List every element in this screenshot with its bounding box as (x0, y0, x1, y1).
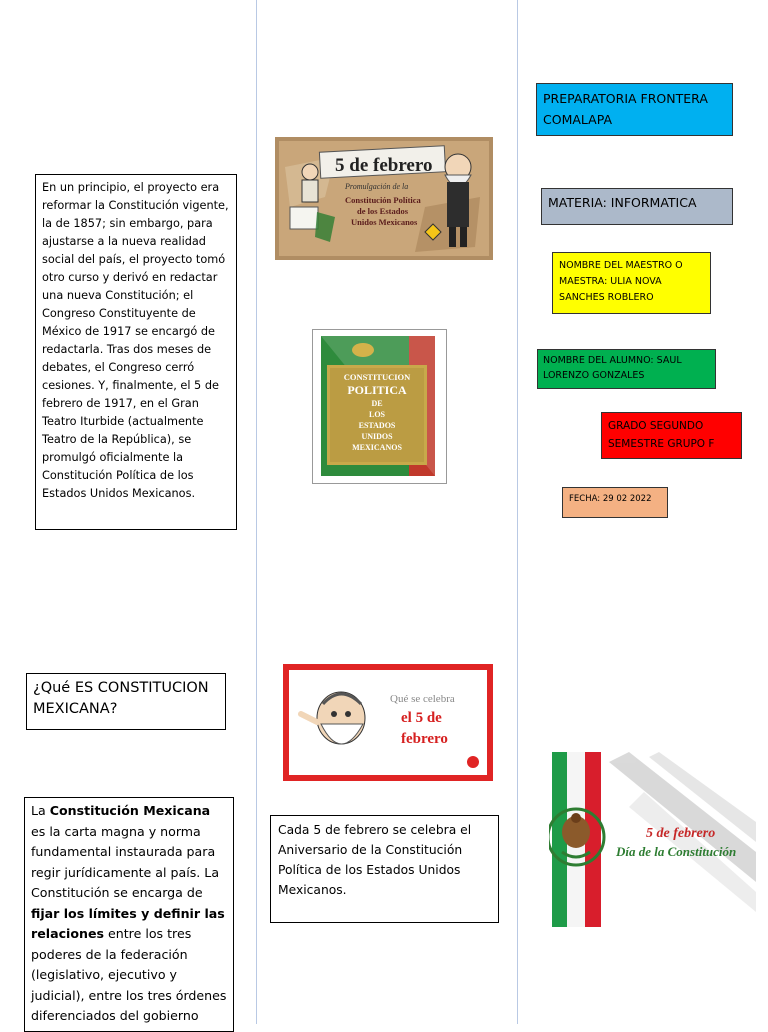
flag-card-image (549, 752, 756, 927)
book-title-line: UNIDOS (361, 432, 393, 441)
banner-line-2: de los Estados (357, 206, 409, 216)
subject-name: MATERIA: INFORMATICA (548, 195, 697, 210)
celebration-text: Cada 5 de febrero se celebra el Aniversario de la Constitución Política de los Estados Unidos Mexicanos. (278, 823, 472, 897)
banner-subtitle: Promulgación de la (345, 182, 409, 191)
book-title-line: LOS (368, 410, 386, 419)
question-heading: ¿Qué ES CONSTITUCION MEXICANA? (33, 680, 209, 717)
grade-text: GRADO SEGUNDO SEMESTRE GRUPO F (608, 420, 715, 450)
date-label (562, 487, 668, 518)
definition-text-part: La (31, 803, 50, 818)
definition-text-part: entre los tres poderes de la federación (legislativo, ejecutivo y judicial), entre los tres órdenes diferenciados del gobierno (31, 926, 227, 1023)
book-title-line: DE (371, 399, 383, 408)
banner-image (275, 137, 493, 260)
subject-label (541, 188, 733, 225)
student-label (537, 349, 716, 389)
celebrate-card-image (283, 664, 493, 781)
school-name: PREPARATORIA FRONTERA COMALAPA (543, 91, 708, 127)
date-text: FECHA: 29 02 2022 (569, 494, 652, 504)
celebrate-line-1: el 5 de (401, 710, 442, 726)
celebration-text-box (270, 815, 499, 923)
celebrate-line-2: febrero (401, 731, 448, 747)
banner-line-3: Unidos Mexicanos (351, 217, 418, 227)
school-label (536, 83, 733, 136)
definition-bold-phrase: fijar los límites y definir las relaciones (31, 905, 225, 941)
book-title-line: MEXICANOS (352, 443, 402, 452)
student-name: NOMBRE DEL ALUMNO: SAUL LORENZO GONZALES (543, 355, 682, 381)
banner-line-1: Constitución Política (345, 195, 421, 205)
eagle-emblem-icon (352, 343, 374, 357)
banner-day-text: 5 de febrero (335, 155, 433, 176)
celebrate-question: Qué se celebra (390, 693, 455, 705)
logo-icon (467, 756, 479, 768)
teacher-name: NOMBRE DEL MAESTRO O MAESTRA: ULIA NOVA SANCHES ROBLERO (559, 260, 683, 303)
book-title-line: POLITICA (347, 383, 407, 397)
teacher-label (552, 252, 711, 314)
constitution-book-image (312, 329, 447, 484)
flag-card-line-2: Día de la Constitución (616, 844, 737, 859)
fold-line-left (256, 0, 257, 1024)
definition-bold-term: Constitución Mexicana (49, 803, 211, 818)
fold-line-right (517, 0, 518, 1024)
history-text-box (35, 174, 237, 530)
history-text: En un principio, el proyecto era reformar la Constitución vigente, la de 1857; sin embargo, para ajustarse a la nueva realidad social del país, el proyecto tomó otro curso y derivó en redactar una nueva Constitución; el Congreso Constituyente de México de 1917 se encargó de redactarla. Tras dos meses de debates, el Congreso cerró cesiones. Y, finalmente, el 5 de febrero de 1917, en el Gran Teatro Iturbide (actualmente Teatro de la República), se promulgó oficialmente la Constitución Política de los Estados Unidos Mexicanos. (42, 181, 229, 500)
grade-label (601, 412, 742, 459)
definition-text-part: es la carta magna y norma fundamental instaurada para regir jurídicamente al país. La Constitución se encarga de (31, 823, 220, 900)
book-title-line: CONSTITUCION (343, 372, 411, 382)
book-title-line: ESTADOS (358, 421, 396, 430)
definition-text-box (24, 797, 234, 1032)
question-heading-box (26, 673, 226, 730)
flag-card-line-1: 5 de febrero (646, 826, 716, 841)
